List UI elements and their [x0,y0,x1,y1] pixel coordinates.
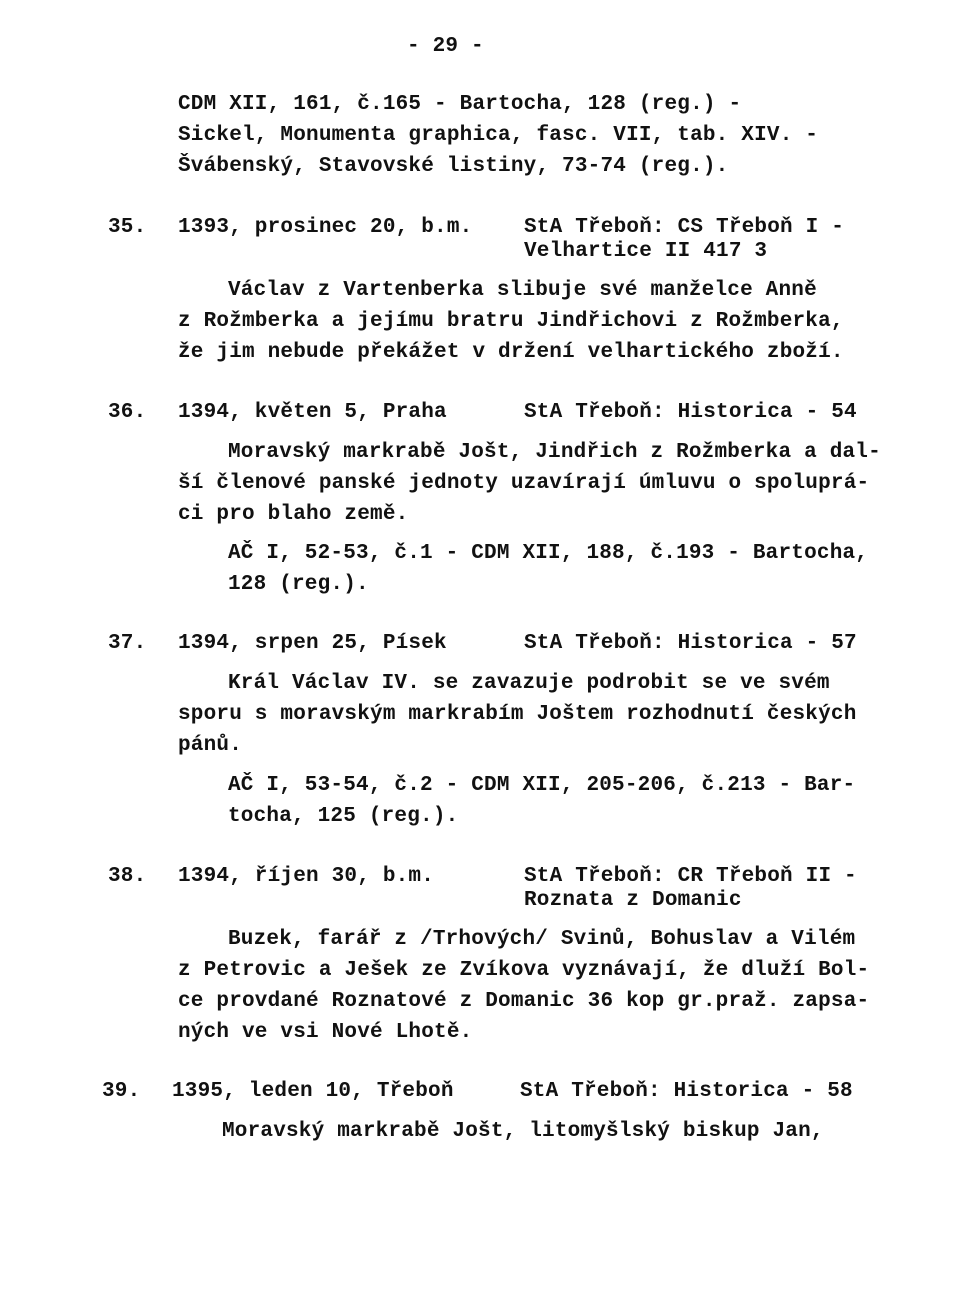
entry-reference-line: 128 (reg.). [228,573,369,596]
entry-reference-line: tocha, 125 (reg.). [228,805,459,828]
entry-date: 1394, srpen 25, Písek [178,632,447,655]
entry-body-line: Moravský markrabě Jošt, litomyšlský biskup Jan, [222,1120,824,1143]
entry-archive: StA Třeboň: Historica - 57 [524,632,857,655]
intro-line: Švábenský, Stavovské listiny, 73-74 (reg.). [178,155,729,178]
entry-archive: Velhartice II 417 3 [524,240,768,263]
entry-date: 1393, prosinec 20, b.m. [178,216,473,239]
entry-body-line: ší členové panské jednoty uzavírají úmluvu o spoluprá- [178,472,870,495]
entry-body-line: Král Václav IV. se zavazuje podrobit se ve svém [228,672,830,695]
entry-body-line: ných ve vsi Nové Lhotě. [178,1021,473,1044]
entry-archive: StA Třeboň: CR Třeboň II - [524,865,857,888]
entry-archive: StA Třeboň: Historica - 54 [524,401,857,424]
entry-number: 38. [108,865,147,888]
entry-archive: Roznata z Domanic [524,889,742,912]
entry-body-line: Václav z Vartenberka slibuje své manželce Anně [228,279,817,302]
entry-number: 37. [108,632,147,655]
entry-number: 36. [108,401,147,424]
entry-archive: StA Třeboň: Historica - 58 [520,1080,853,1103]
entry-body-line: ci pro blaho země. [178,503,409,526]
entry-date: 1394, květen 5, Praha [178,401,447,424]
entry-archive: StA Třeboň: CS Třeboň I - [524,216,845,239]
entry-body-line: ce provdané Roznatové z Domanic 36 kop gr.praž. zapsa- [178,990,870,1013]
entry-reference-line: AČ I, 53-54, č.2 - CDM XII, 205-206, č.213 - Bar- [228,774,856,797]
entry-number: 35. [108,216,147,239]
entry-body-line: že jim nebude překážet v držení velhartického zboží. [178,341,844,364]
entry-body-line: Moravský markrabě Jošt, Jindřich z Rožmberka a dal- [228,441,881,464]
entry-date: 1394, říjen 30, b.m. [178,865,435,888]
entry-date: 1395, leden 10, Třeboň [172,1080,454,1103]
page-number: - 29 - [407,35,484,58]
entry-reference-line: AČ I, 52-53, č.1 - CDM XII, 188, č.193 - Bartocha, [228,542,869,565]
entry-body-line: pánů. [178,734,243,757]
entry-number: 39. [102,1080,141,1103]
intro-line: CDM XII, 161, č.165 - Bartocha, 128 (reg.) - [178,93,742,116]
entry-body-line: z Rožmberka a jejímu bratru Jindřichovi z Rožmberka, [178,310,844,333]
entry-body-line: sporu s moravským markrabím Joštem rozhodnutí českých [178,703,857,726]
entry-body-line: Buzek, farář z /Trhových/ Svinů, Bohuslav a Vilém [228,928,856,951]
entry-body-line: z Petrovic a Ješek ze Zvíkova vyznávají, že dluží Bol- [178,959,870,982]
intro-line: Sickel, Monumenta graphica, fasc. VII, tab. XIV. - [178,124,819,147]
